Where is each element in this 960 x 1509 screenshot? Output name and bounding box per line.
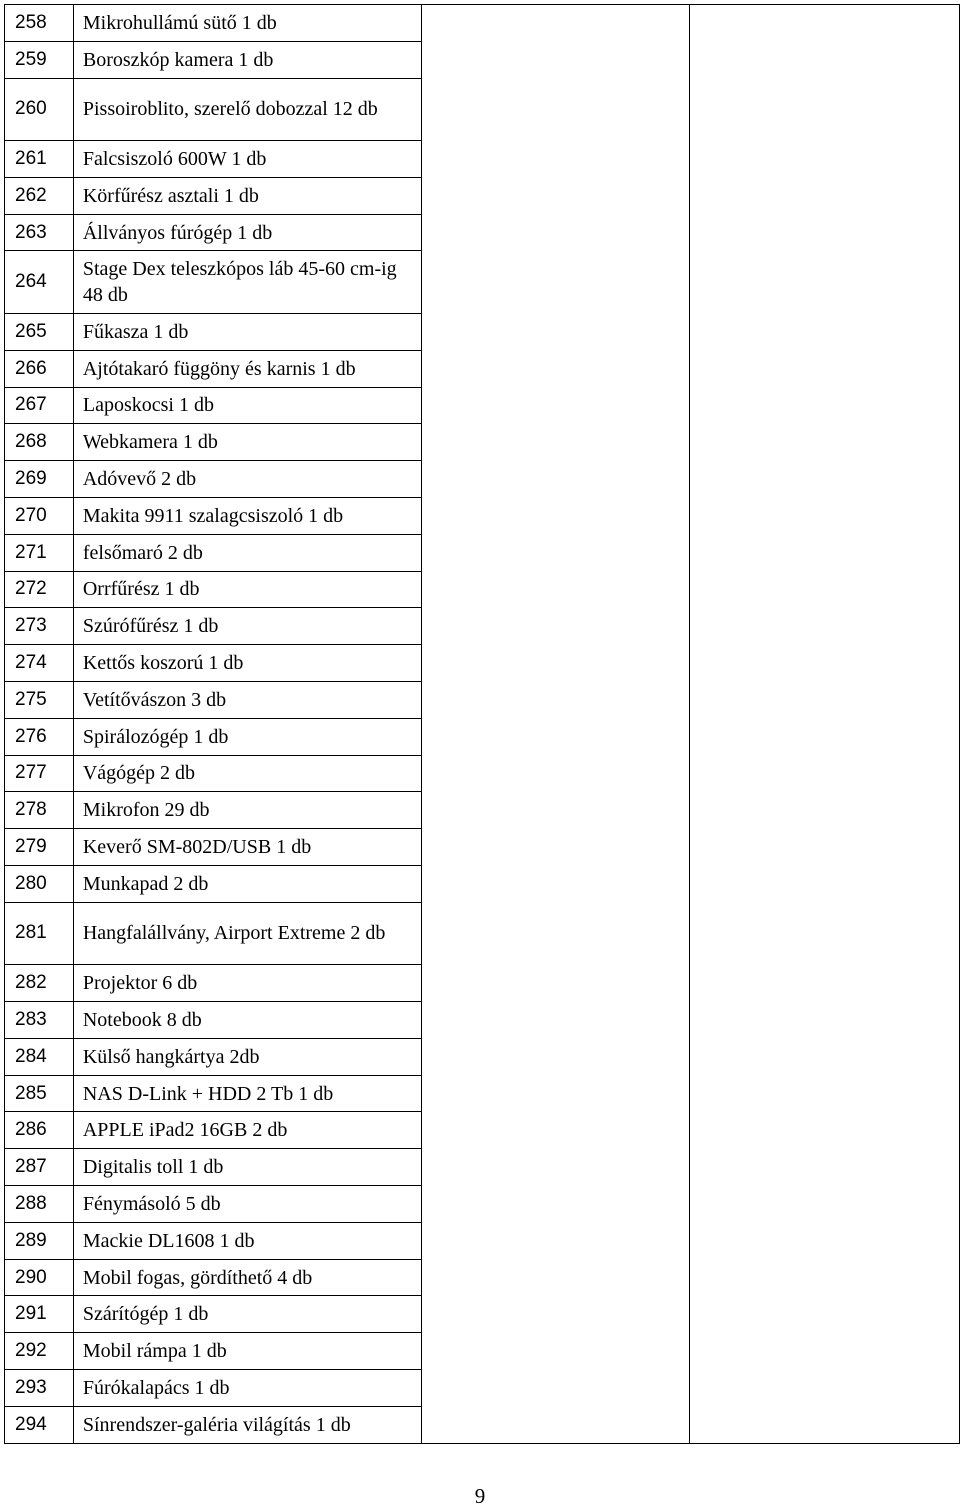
item-number: 293	[5, 1370, 74, 1407]
item-number: 290	[5, 1259, 74, 1296]
item-number: 275	[5, 681, 74, 718]
item-description: Mobil fogas, gördíthető 4 db	[73, 1259, 421, 1296]
item-description: Fúrókalapács 1 db	[73, 1370, 421, 1407]
item-description: Fűkasza 1 db	[73, 313, 421, 350]
item-description: Laposkocsi 1 db	[73, 387, 421, 424]
item-number: 282	[5, 965, 74, 1002]
item-description: Mackie DL1608 1 db	[73, 1222, 421, 1259]
item-number: 264	[5, 251, 74, 314]
item-number: 266	[5, 350, 74, 387]
item-description: Hangfalállvány, Airport Extreme 2 db	[73, 902, 421, 965]
item-description: Adóvevő 2 db	[73, 461, 421, 498]
item-description: APPLE iPad2 16GB 2 db	[73, 1112, 421, 1149]
item-description: Szúrófűrész 1 db	[73, 608, 421, 645]
item-description: Ajtótakaró függöny és karnis 1 db	[73, 350, 421, 387]
item-description: Mobil rámpa 1 db	[73, 1333, 421, 1370]
item-number: 292	[5, 1333, 74, 1370]
item-description: Falcsiszoló 600W 1 db	[73, 141, 421, 178]
item-description: Külső hangkártya 2db	[73, 1038, 421, 1075]
item-description: Makita 9911 szalagcsiszoló 1 db	[73, 497, 421, 534]
item-description: Projektor 6 db	[73, 965, 421, 1002]
item-number: 281	[5, 902, 74, 965]
item-number: 258	[5, 5, 74, 42]
page-number: 9	[474, 1484, 486, 1508]
item-description: Stage Dex teleszkópos láb 45-60 cm-ig 48 db	[73, 251, 421, 314]
item-number: 265	[5, 313, 74, 350]
item-number: 274	[5, 645, 74, 682]
item-description: Boroszkóp kamera 1 db	[73, 41, 421, 78]
item-number: 273	[5, 608, 74, 645]
item-description: Körfűrész asztali 1 db	[73, 177, 421, 214]
item-number: 259	[5, 41, 74, 78]
item-description: Webkamera 1 db	[73, 424, 421, 461]
item-number: 271	[5, 534, 74, 571]
inventory-table	[4, 4, 960, 1444]
item-number: 284	[5, 1038, 74, 1075]
blank-column-1	[421, 5, 690, 1444]
item-number: 261	[5, 141, 74, 178]
item-number: 267	[5, 387, 74, 424]
item-description: Digitalis toll 1 db	[73, 1149, 421, 1186]
item-number: 276	[5, 718, 74, 755]
item-description: Szárítógép 1 db	[73, 1296, 421, 1333]
item-number: 270	[5, 497, 74, 534]
item-description: Sínrendszer-galéria világítás 1 db	[73, 1406, 421, 1443]
item-number: 269	[5, 461, 74, 498]
item-description: NAS D-Link + HDD 2 Tb 1 db	[73, 1075, 421, 1112]
item-description: felsőmaró 2 db	[73, 534, 421, 571]
item-number: 288	[5, 1186, 74, 1223]
item-description: Vágógép 2 db	[73, 755, 421, 792]
item-description: Kettős koszorú 1 db	[73, 645, 421, 682]
table-row	[5, 5, 960, 42]
item-description: Notebook 8 db	[73, 1002, 421, 1039]
item-number: 289	[5, 1222, 74, 1259]
inventory-table-body	[5, 5, 960, 1444]
item-number: 279	[5, 829, 74, 866]
item-description: Orrfűrész 1 db	[73, 571, 421, 608]
item-description: Mikrohullámú sütő 1 db	[73, 5, 421, 42]
item-description: Mikrofon 29 db	[73, 792, 421, 829]
item-number: 277	[5, 755, 74, 792]
item-number: 283	[5, 1002, 74, 1039]
item-number: 287	[5, 1149, 74, 1186]
item-number: 286	[5, 1112, 74, 1149]
item-description: Munkapad 2 db	[73, 865, 421, 902]
item-number: 291	[5, 1296, 74, 1333]
item-number: 272	[5, 571, 74, 608]
item-number: 285	[5, 1075, 74, 1112]
item-number: 263	[5, 214, 74, 251]
item-description: Állványos fúrógép 1 db	[73, 214, 421, 251]
item-number: 268	[5, 424, 74, 461]
blank-column-2	[690, 5, 960, 1444]
item-number: 278	[5, 792, 74, 829]
item-number: 260	[5, 78, 74, 141]
item-description: Fénymásoló 5 db	[73, 1186, 421, 1223]
item-description: Keverő SM-802D/USB 1 db	[73, 829, 421, 866]
item-description: Pissoiroblito, szerelő dobozzal 12 db	[73, 78, 421, 141]
item-number: 280	[5, 865, 74, 902]
item-description: Spirálozógép 1 db	[73, 718, 421, 755]
item-number: 262	[5, 177, 74, 214]
item-number: 294	[5, 1406, 74, 1443]
item-description: Vetítővászon 3 db	[73, 681, 421, 718]
